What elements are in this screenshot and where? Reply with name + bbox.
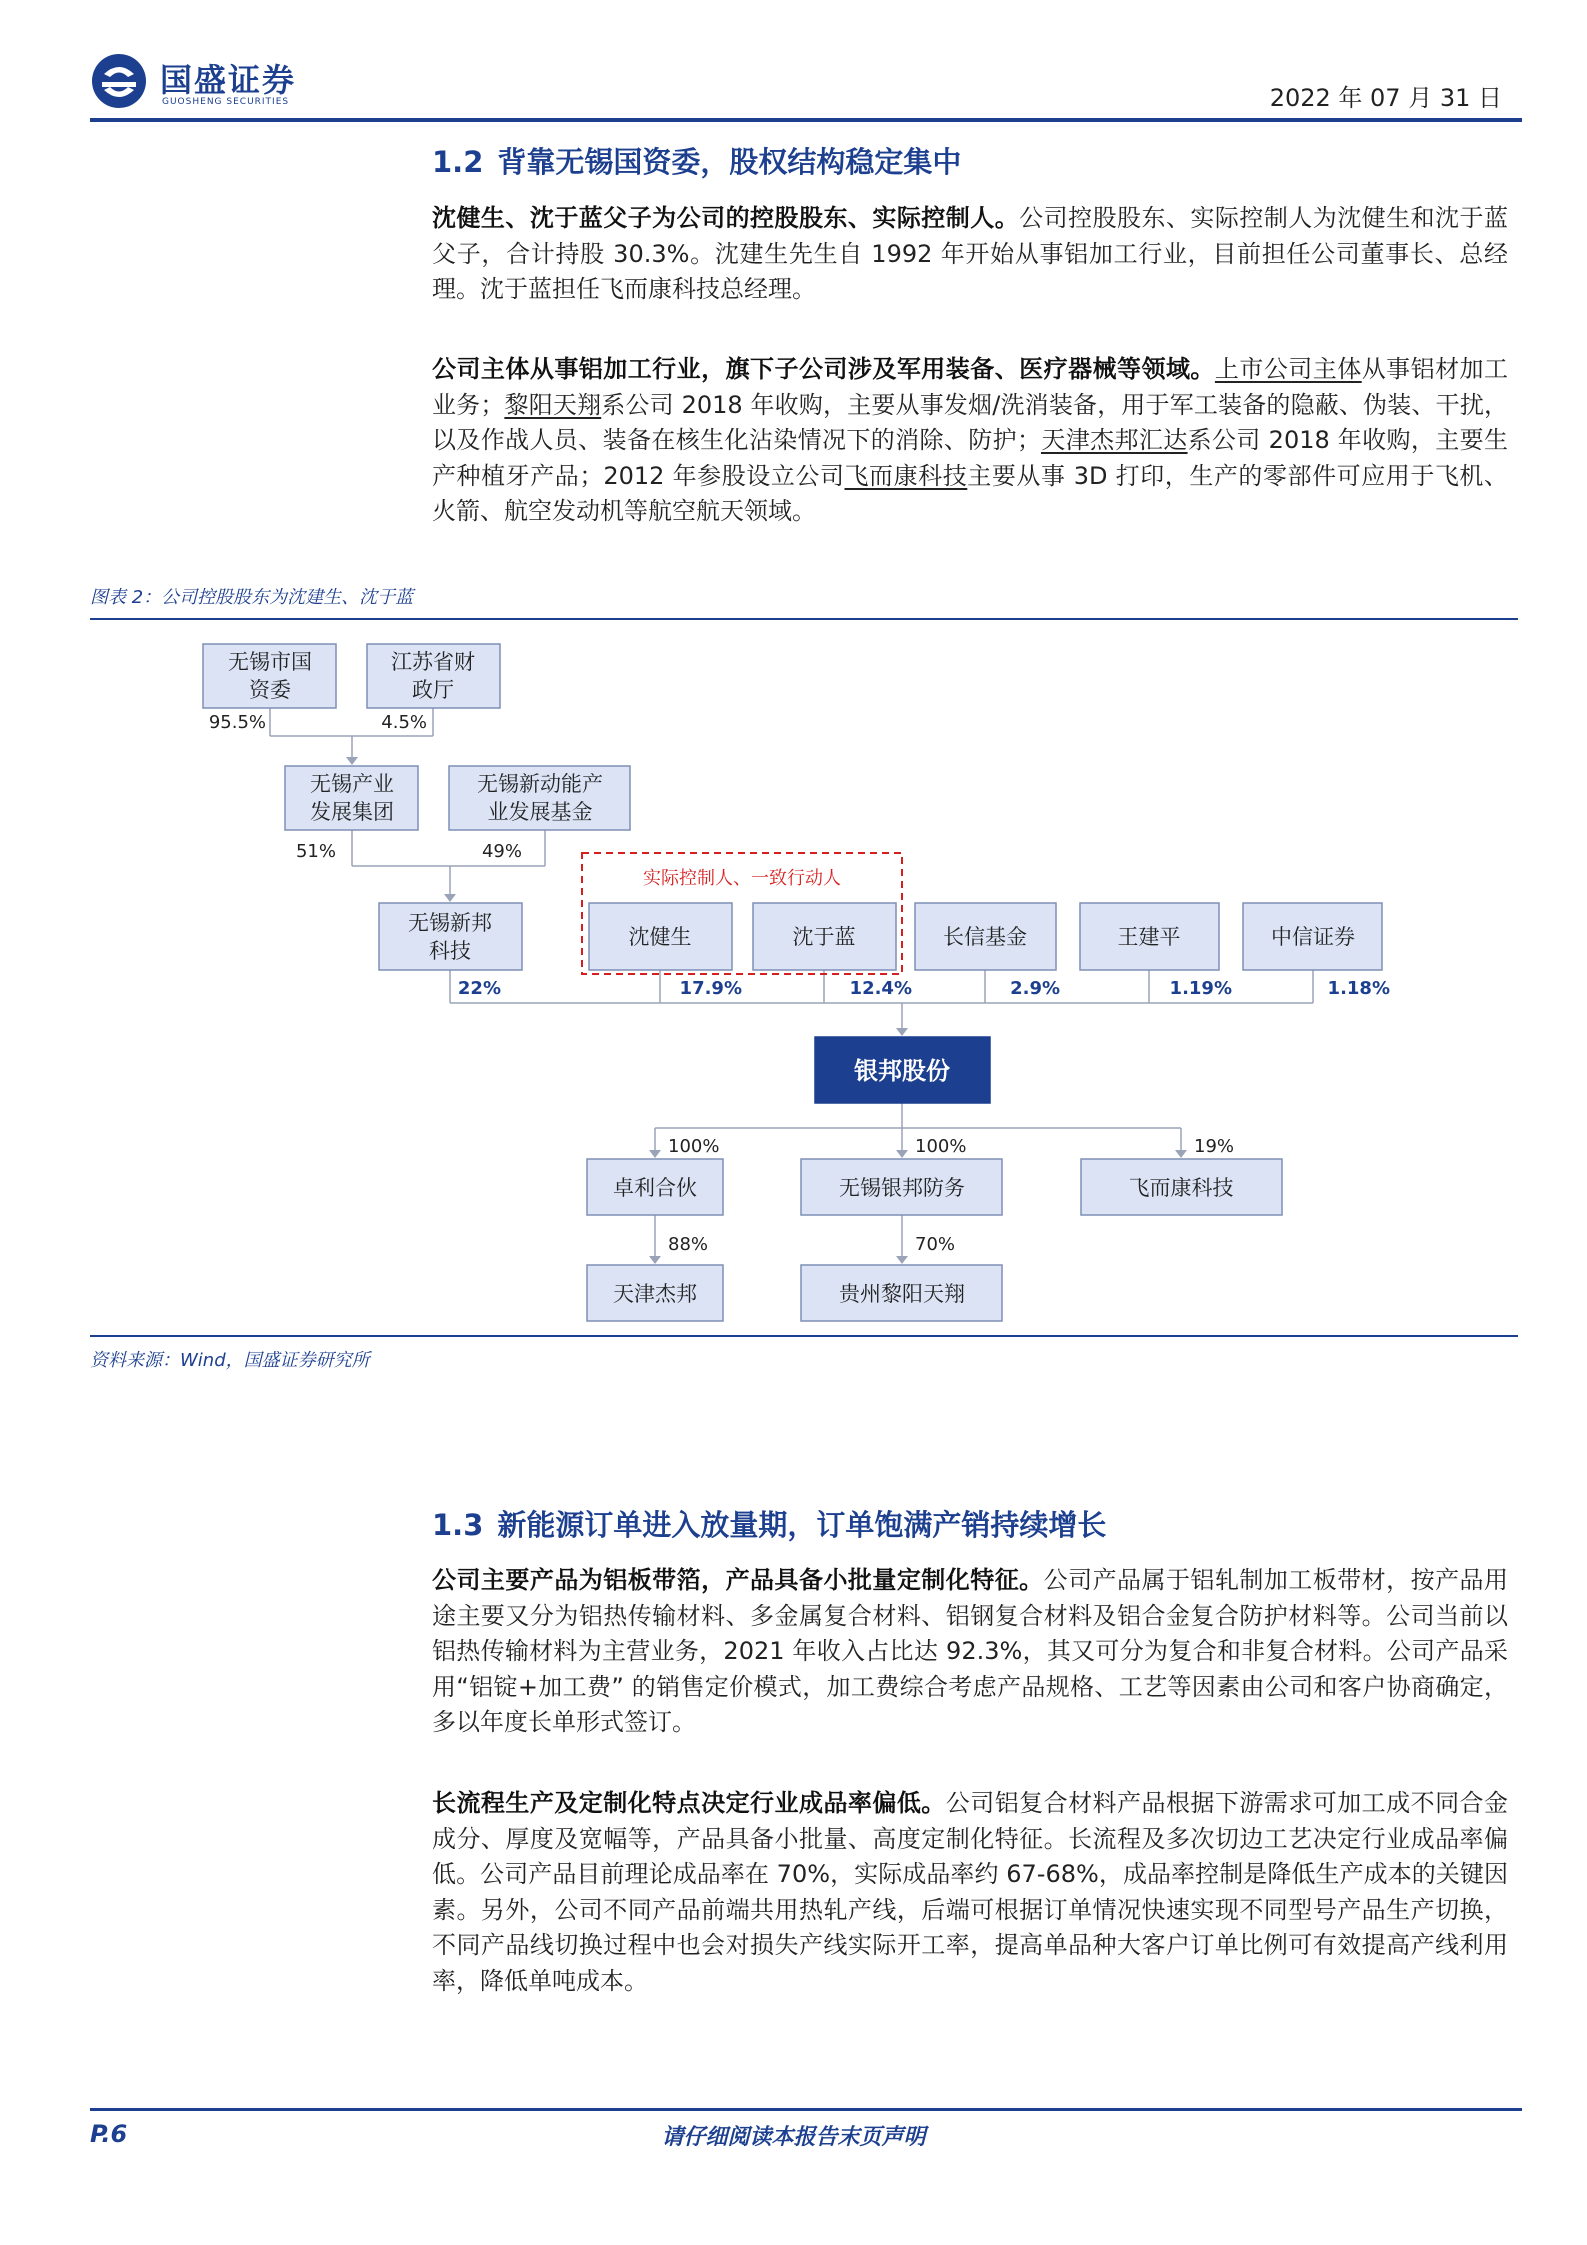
pct-label: 51% [295,841,336,862]
pct-label: 49% [481,841,522,862]
pct-label: 12.4% [849,978,912,999]
paragraph-lead: 沈健生、沈于蓝父子为公司的控股股东、实际控制人。 [432,204,1020,232]
paragraph-body: 从事铝材加工业务； [432,355,1509,419]
underlined-term: 飞而康科技 [844,461,968,490]
section-1-3-title [432,1503,1106,1544]
arrowheads [346,757,1187,1264]
footer-disclaimer: 请仔细阅读本报告末页声明 [661,2125,926,2150]
pct-label: 70% [915,1234,956,1255]
node-label: 无锡银邦防务 [839,1176,965,1200]
figure-source: 资料来源：Wind，国盛证券研究所 [90,1350,370,1371]
node-label: 飞而康科技 [1128,1176,1234,1200]
figure-caption: 图表 2：公司控股股东为沈建生、沈于蓝 [90,587,414,608]
node-label: 贵州黎阳天翔 [839,1282,965,1306]
paragraph-lead: 公司主要产品为铝板带箔，产品具备小批量定制化特征。 [432,1566,1044,1594]
node-label: 王建平 [1117,925,1181,949]
node-label: 无锡新邦 [408,911,492,935]
pct-label: 4.5% [381,712,427,733]
pct-label: 22% [457,978,501,999]
figure-bottom-rule [90,1335,1518,1337]
pct-label: 95.5% [208,712,266,733]
node-label: 政厅 [412,678,454,702]
section-number: 1.2 [432,145,484,179]
paragraph-body: 公司产品属于铝轧制加工板带材，按产品用途主要又分为铝热传输材料、多金属复合材料、铝钢复合材料及铝合金复合防护材料等。公司当前以铝热传输材料为主营业务，2021 年收入占比达 92.3%，其又可分为复合和非复合材料。公司产品采用“铝锭+加工费” 的销售定价模式，加工费综合考虑产品规格、工艺等因素由公司和客户协商确定，多以年度长单形式签订。 [432,1566,1509,1737]
pct-label: 1.19% [1169,978,1232,999]
node-label: 科技 [429,939,471,963]
node-label: 天津杰邦 [613,1282,697,1306]
page-number: P.6 [90,2120,128,2148]
controller-group-label: 实际控制人、一致行动人 [643,868,841,889]
paragraph-body: 公司铝复合材料产品根据下游需求可加工成不同合金成分、厚度及宽幅等，产品具备小批量、高度定制化特征。长流程及多次切边工艺决定行业成品率偏低。公司产品目前理论成品率在 70%，实际成品率约 67-68%，成品率控制是降低生产成本的关键因素。另外，公司不同产品前端共用热轧产线，后端可根据订单情况快速实现不同型号产品生产切换，不同产品线切换过程中也会对损失产线实际开工率，提高单品种大客户订单比例可有效提高产线利用率，降低单吨成本。 [432,1789,1508,1995]
paragraph-lead: 长流程生产及定制化特点决定行业成品率偏低。 [432,1789,946,1817]
underlined-term: 上市公司主体 [1214,355,1362,383]
footer-divider [90,2108,1522,2111]
pct-label: 88% [668,1234,709,1255]
paragraph-lead: 公司主体从事铝加工行业，旗下子公司涉及军用装备、医疗器械等领域。 [432,355,1215,383]
node-label: 资委 [249,678,291,702]
node-label: 卓利合伙 [613,1176,697,1200]
pct-label: 100% [668,1136,720,1157]
report-date: 2022 年 07 月 31 日 [1269,84,1502,112]
pct-label: 17.9% [679,978,742,999]
node-label: 无锡市国 [228,650,312,674]
node-label: 长信基金 [943,925,1027,949]
pct-label: 100% [915,1136,967,1157]
section-number: 1.3 [432,1508,484,1542]
pct-label: 2.9% [1010,978,1060,999]
node-label: 江苏省财 [391,650,475,674]
paragraph-body: 系公司 2018 年收购，主要从事发烟/洗消装备，用于军工装备的隐蔽、伪装、干扰，以及作战人员、装备在核生化沾染情况下的消除、防护； [432,390,1509,455]
node-label: 沈于蓝 [792,925,856,949]
underlined-term: 天津杰邦汇达 [1040,426,1188,455]
node-label: 银邦股份 [854,1057,950,1085]
node-label: 无锡新动能产 [477,772,603,796]
logo-subtext: GUOSHENG SECURITIES [162,97,290,107]
node-label: 无锡产业 [310,772,394,796]
underlined-term: 黎阳天翔 [504,390,602,419]
node-label: 中信证券 [1271,925,1355,949]
paragraph-body: 公司控股股东、实际控制人为沈健生和沈于蓝父子，合计持股 30.3%。沈建生先生自 1992 年开始从事铝加工行业，目前担任公司董事长、总经理。沈于蓝担任飞而康科技总经理。 [432,204,1509,304]
node-label: 沈健生 [628,925,692,949]
paragraph-body: 主要从事 3D 打印，生产的零部件可应用于飞机、火箭、航空发动机等航空航天领域。 [432,461,1508,526]
node-label: 发展集团 [310,800,394,824]
logo-text: 国盛证券 [160,61,297,99]
section-heading: 背靠无锡国资委，股权结构稳定集中 [497,145,962,179]
pct-label: 19% [1194,1136,1235,1157]
node-label: 业发展基金 [487,800,593,824]
pct-label: 1.18% [1327,978,1390,999]
paragraph [432,1786,1508,2000]
paragraph [432,1563,1508,1741]
paragraph-body: 系公司 2018 年收购，主要生产种植牙产品；2012 年参股设立公司 [432,426,1508,490]
section-heading: 新能源订单进入放量期，订单饱满产销持续增长 [497,1508,1107,1542]
